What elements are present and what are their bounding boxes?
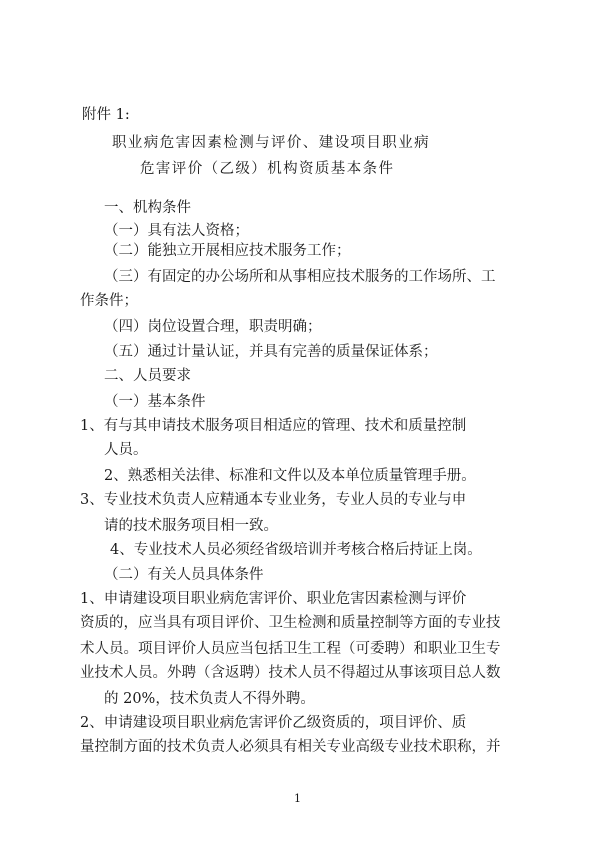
body-line: （一）具有法人资格； [104, 223, 249, 239]
document-title-line-1: 职业病危害因素检测与评价、建设项目职业病 [112, 135, 430, 151]
body-line: 2、熟悉相关法律、标准和文件以及本单位质量管理手册。 [104, 468, 476, 484]
body-line: 业技术人员。外聘（含返聘）技术人员不得超过从事该项目总人数 [80, 665, 501, 681]
body-line: 的 20%，技术负责人不得外聘。 [104, 691, 315, 707]
section-heading-institution: 一、机构条件 [104, 200, 191, 216]
body-line: 术人员。项目评价人员应当包括卫生工程（可委聘）和职业卫生专 [80, 641, 501, 657]
body-line: （五）通过计量认证，并具有完善的质量保证体系； [104, 344, 438, 360]
body-line: 1、申请建设项目职业病危害评价、职业危害因素检测与评价 [80, 591, 467, 607]
subsection-heading-specific: （二）有关人员具体条件 [104, 567, 264, 583]
section-heading-personnel: 二、人员要求 [104, 368, 191, 384]
body-line: 作条件； [80, 293, 138, 309]
body-line: （四）岗位设置合理，职责明确； [104, 319, 322, 335]
body-line: 3、专业技术负责人应精通本专业业务，专业人员的专业与申 [80, 492, 467, 508]
body-line: 人员。 [104, 442, 148, 458]
body-line: （二）能独立开展相应技术服务工作； [104, 243, 351, 259]
page-number: 1 [294, 792, 301, 805]
body-line: （三）有固定的办公场所和从事相应技术服务的工作场所、工 [104, 269, 496, 285]
body-line: 2、申请建设项目职业病危害评价乙级资质的，项目评价、质 [80, 715, 467, 731]
body-line: 4、专业技术人员必须经省级培训并考核合格后持证上岗。 [110, 542, 482, 558]
body-line: 请的技术服务项目相一致。 [104, 518, 278, 534]
document-title-line-2: 危害评价（乙级）机构资质基本条件 [140, 161, 395, 177]
body-line: 1、有与其申请技术服务项目相适应的管理、技术和质量控制 [80, 418, 467, 434]
body-line: 资质的，应当具有项目评价、卫生检测和质量控制等方面的专业技 [80, 615, 501, 631]
body-line: 量控制方面的技术负责人必须具有相关专业高级专业技术职称，并 [80, 739, 501, 755]
subsection-heading-basic: （一）基本条件 [104, 394, 206, 410]
attachment-label: 附件 1: [82, 107, 130, 123]
